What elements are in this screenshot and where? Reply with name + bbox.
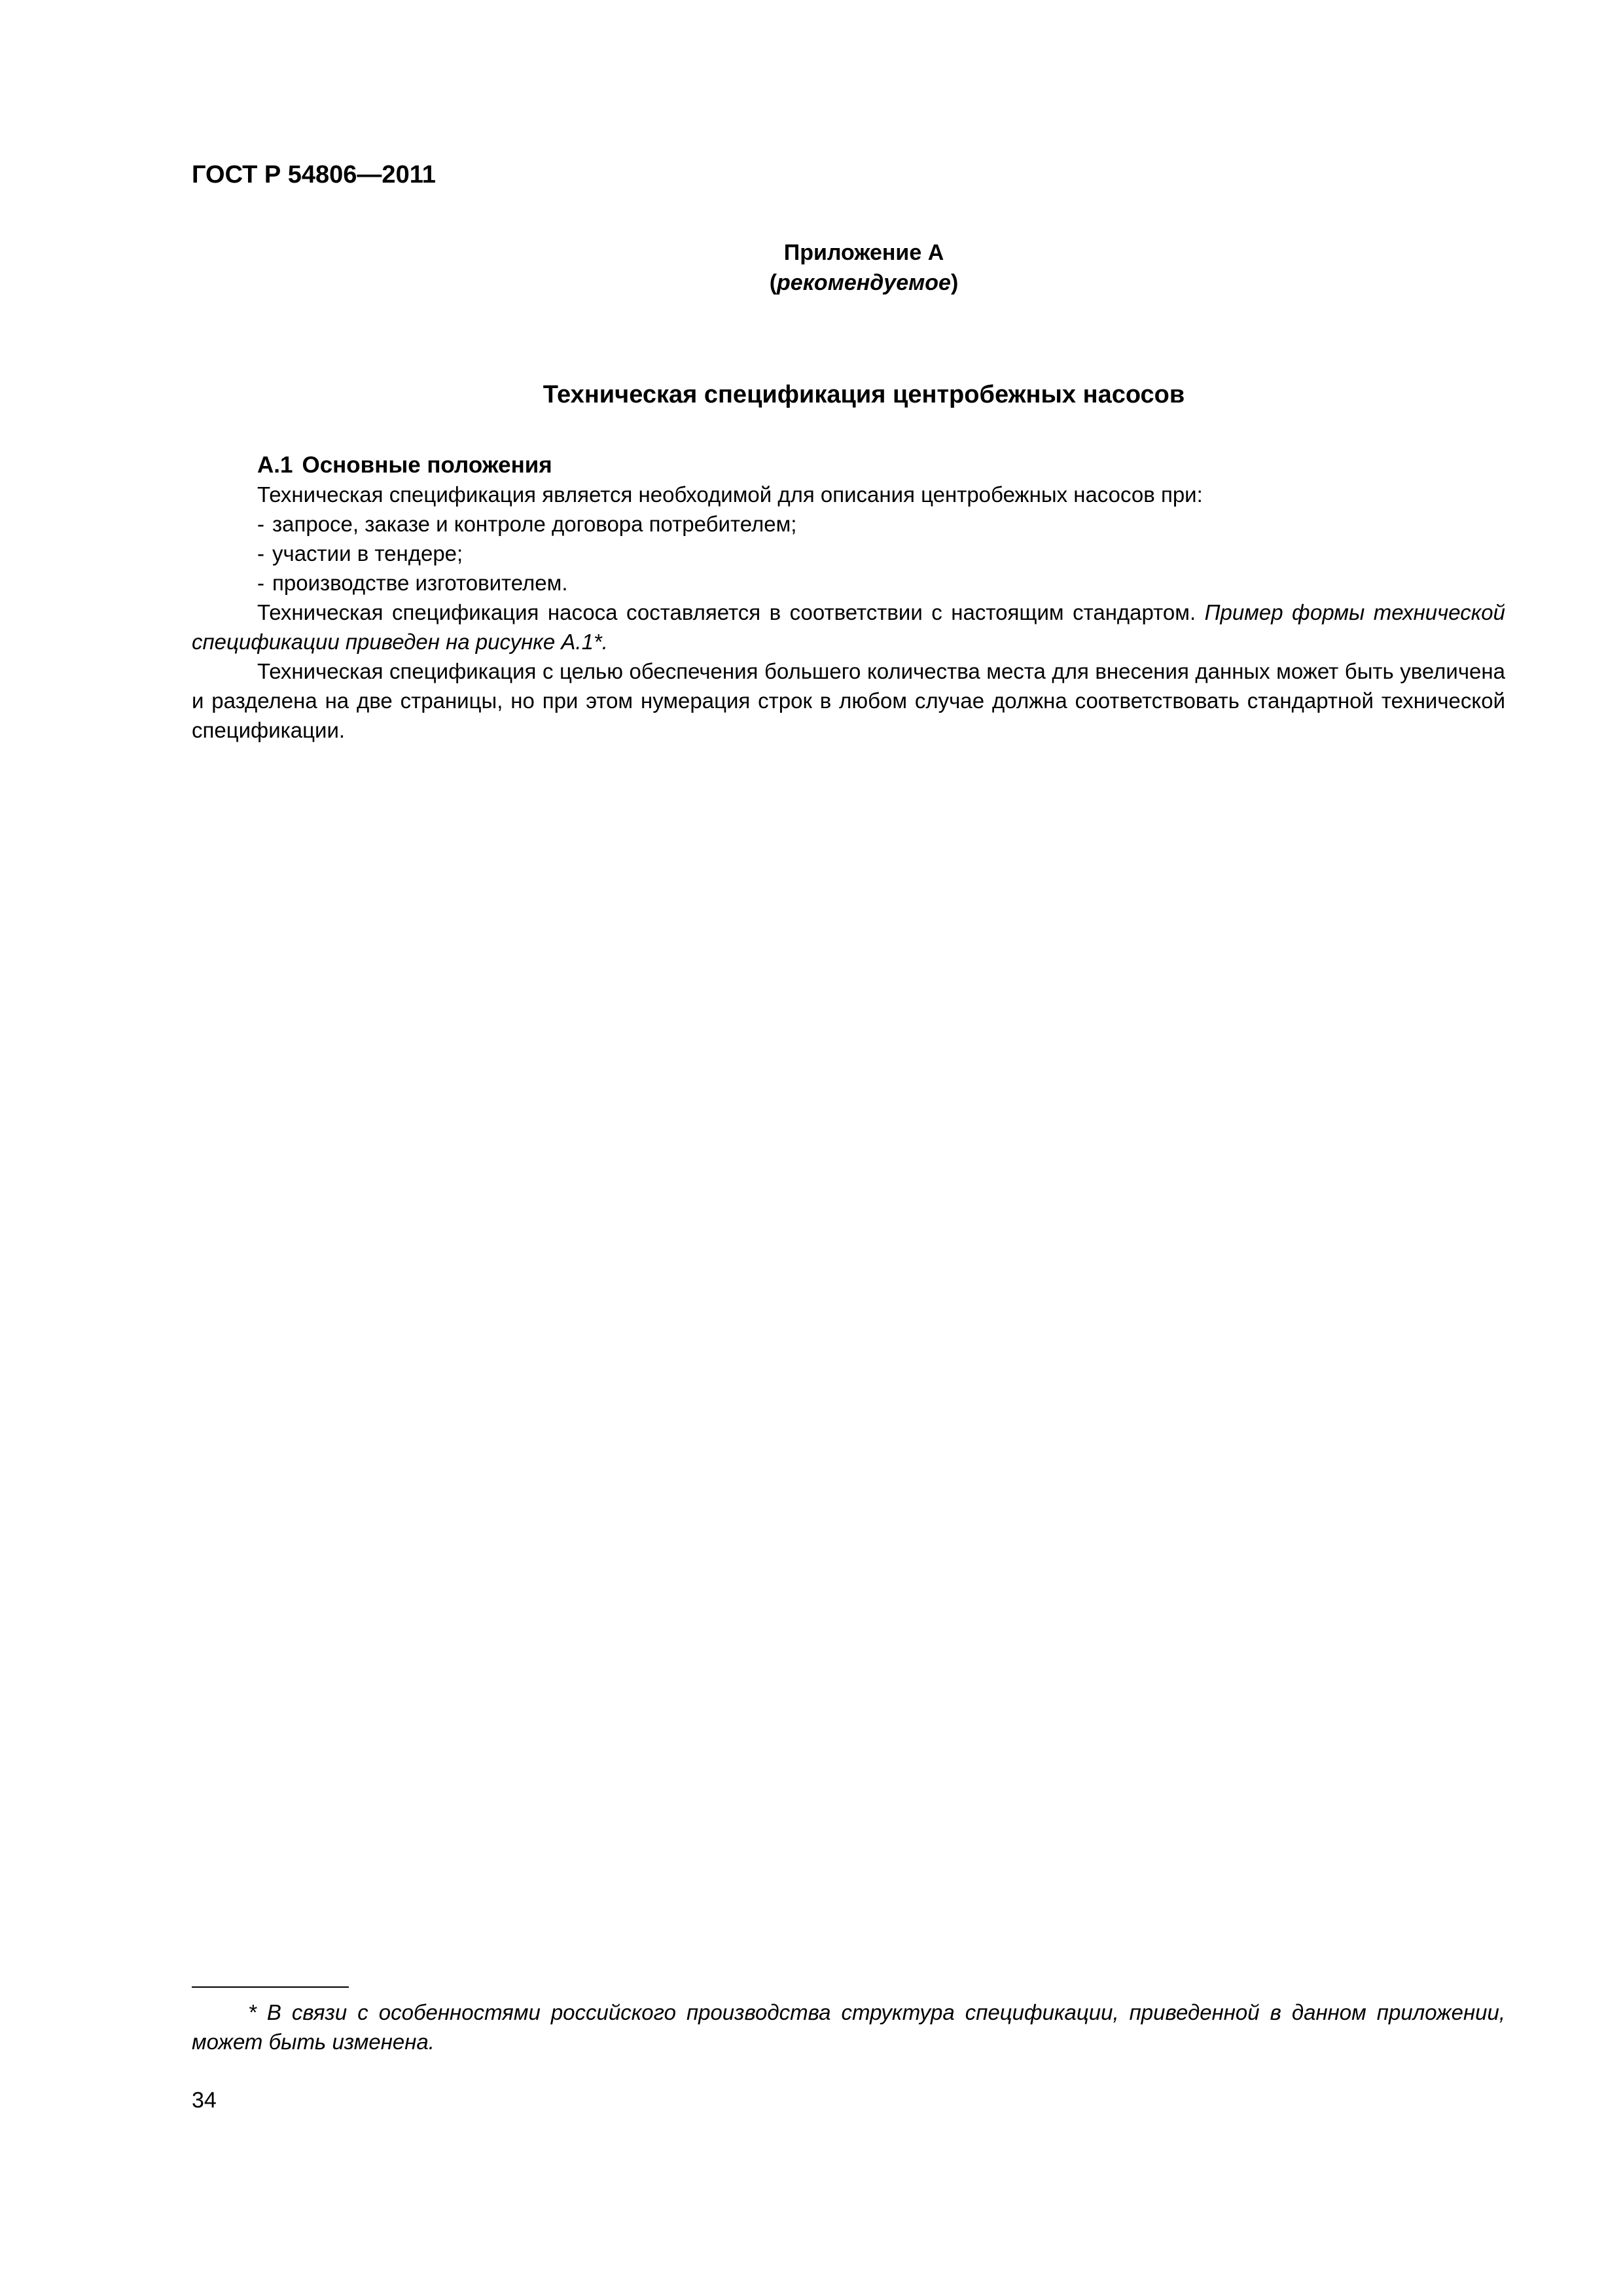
footnote-divider [192, 1986, 349, 1988]
subsection-title: Основные положения [302, 452, 552, 478]
list-item [192, 539, 1505, 568]
pagination-paragraph: Техническая спецификация с целью обеспечения большего количества места для внесения данных может быть увеличена и разделена на две страницы, но при этом нумерация строк в любом случае должна соответствовать стандартной технической спецификации. [192, 659, 1505, 742]
subsection-body [192, 450, 1505, 745]
subsection-heading [192, 450, 1505, 480]
subsection-number: А.1 [257, 452, 293, 478]
intro-paragraph: Техническая спецификация является необходимой для описания центробежных насосов при: [257, 482, 1203, 507]
list-item [192, 509, 1505, 539]
appendix-status-close: ) [950, 270, 959, 295]
list-marker: - [257, 512, 264, 536]
footnote: * В связи с особенностями российского производства структура спецификации, приведенной в данном приложении, может быть изменена. [192, 2000, 1505, 2054]
list-item-text: участии в тендере; [272, 541, 463, 565]
section-title: Техническая спецификация центробежных насосов [543, 381, 1185, 408]
page-number: 34 [192, 2088, 217, 2113]
appendix-heading [0, 238, 1623, 298]
appendix-status-open: ( [769, 270, 777, 295]
appendix-status-text: рекомендуемое [777, 270, 951, 295]
list-marker: - [257, 541, 264, 565]
list-marker: - [257, 571, 264, 595]
document-code-header: ГОСТ Р 54806—2011 [192, 161, 436, 188]
list-item [192, 568, 1505, 598]
list-item-text: производстве изготовителем. [272, 571, 568, 595]
figure-reference-text: Пример формы технической спецификации приведен на рисунке А.1*. [192, 600, 1505, 654]
usage-list [192, 509, 1505, 598]
standard-compliance-paragraph [192, 598, 1505, 656]
appendix-title: Приложение А [783, 240, 944, 265]
compliance-text: Техническая спецификация насоса составляется в соответствии с настоящим стандартом. [257, 600, 1205, 624]
appendix-status [0, 268, 1623, 298]
list-item-text: запросе, заказе и контроле договора потребителем; [272, 512, 797, 536]
